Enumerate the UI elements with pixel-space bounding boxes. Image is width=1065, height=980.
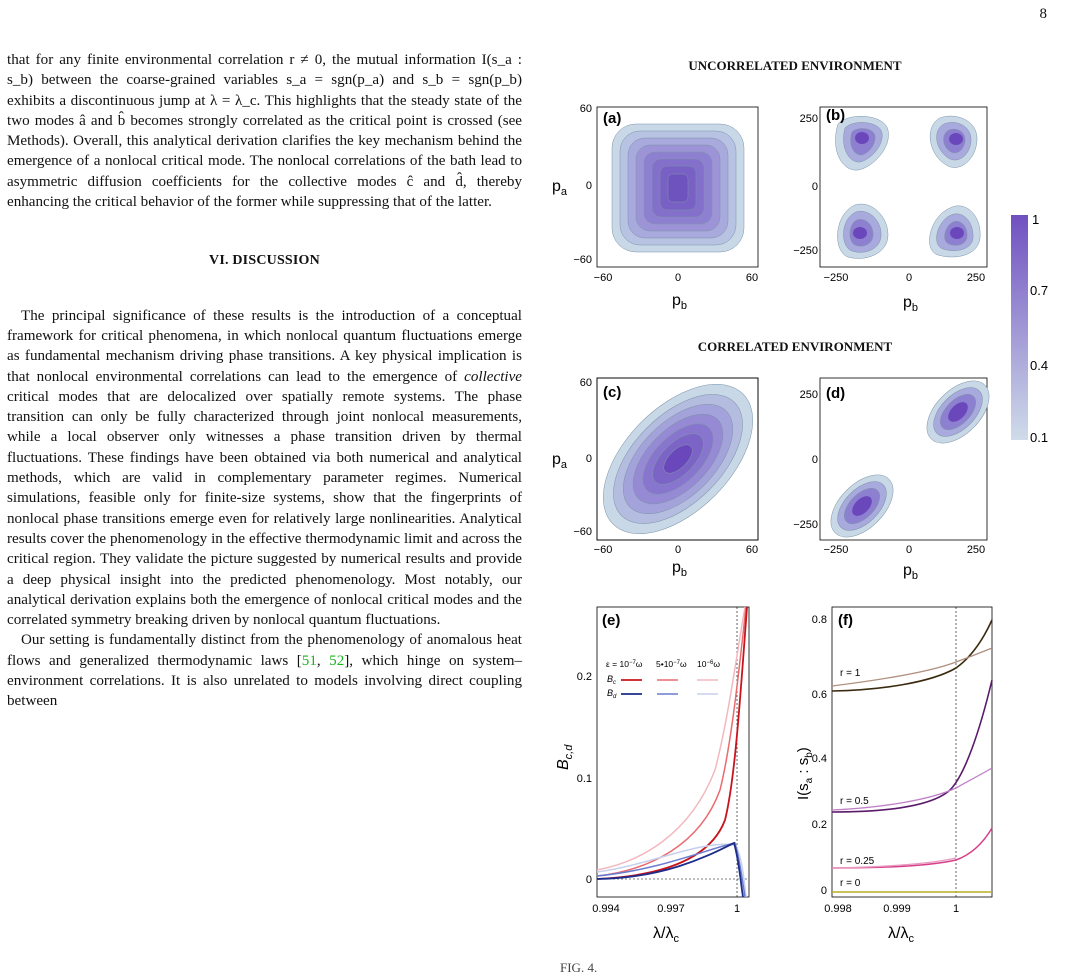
panel-e — [597, 607, 749, 897]
panel-a-xlabel: $p_b$ — [672, 292, 688, 312]
panel-c-label: (c) — [603, 384, 622, 401]
ytick: 250 — [799, 113, 818, 125]
ytick: 60 — [579, 377, 592, 389]
xtick: 60 — [745, 272, 759, 284]
ytick: 0 — [585, 453, 592, 465]
paragraph-2: The principal significance of these results is the introduction of a conceptual framework for critical phenomena, in which nonlocal quantum fluctuations emerge as fundamental mechanism driving phase transitions. A key physical implication is that nonlocal environmental correlations can lead to the emergence of collective critical modes that are delocalized over spatially remote systems. The phase transition can only be fully characterized through joint nonlocal measurements, while a local observer only witnesses a phase transition driven by thermal fluctuations. These findings have been obtained via both numerical and analytical methods, which are valid in complementary parameter regimes. Numerical simulations, feasible only for finite-size systems, show that the fingerprints of nonlocal phase transitions emerge even for relatively large nonlinearities. Analytical results cover the phenomenology in the effective thermodynamic limit and across the critical region. They validate the picture suggested by numerical results and provide a deep physical insight into the predicted phenomenology. Most notably, our analytical derivation explains both the emergence of nonlocal critical modes and the correlated symmetry breaking driven by nonlocal quantum fluctuations. — [7, 307, 522, 629]
ytick: −250 — [793, 519, 818, 531]
colorbar-tick: 0.4 — [1030, 358, 1049, 373]
ytick: 0 — [811, 454, 818, 466]
ytick: 0.8 — [811, 614, 827, 626]
ytick: 0 — [585, 874, 592, 886]
xtick: 0.999 — [883, 903, 911, 915]
xtick: 60 — [745, 544, 759, 556]
panel-f — [832, 607, 992, 897]
panel-a-ylabel: $p_a$ — [552, 178, 568, 198]
xtick: 250 — [966, 272, 986, 284]
xtick: 0.997 — [657, 903, 685, 915]
curve-label: r = 0 — [840, 878, 861, 889]
colorbar-tick: 0.7 — [1030, 283, 1049, 298]
xtick: 0 — [905, 272, 913, 284]
ytick: 0 — [811, 181, 818, 193]
colorbar-tick: 1 — [1032, 212, 1040, 227]
ytick: 0.2 — [576, 671, 592, 683]
panel-b — [820, 107, 987, 267]
page-number: 8 — [1039, 6, 1047, 22]
paragraph-1: that for any finite environmental correlation r ≠ 0, the mutual information I(s_a : s_b) between the coarse-grained variables s_a = sgn(p_a) and s_b = sgn(p_b) exhibits a discontinuous jump at λ = λ_c. This highlights that the steady state of the two modes â and b̂ becomes strongly correlated as the critical point is crossed (see Methods). Overall, this analytical derivation clarifies the key mechanism behind the emergence of a nonlocal critical mode. The nonlocal correlations of the bath lead to asymmetric diffusion coefficients for the collective modes ĉ and d̂, thereby enhancing the critical behavior of the former while suppressing that of the latter. — [7, 52, 522, 211]
ytick: 0.6 — [811, 689, 827, 701]
heading-uncorrelated: UNCORRELATED ENVIRONMENT — [688, 58, 902, 73]
citation-51[interactable]: 51 — [301, 652, 317, 669]
legend-bc: $B_c$ — [607, 674, 617, 686]
curve-label: r = 0.25 — [840, 856, 875, 867]
xtick: 1 — [733, 903, 741, 915]
panel-e-ylabel: $B_{c,d}$ — [555, 744, 575, 770]
panel-e-label: (e) — [602, 612, 621, 629]
emphasis-collective: collective — [464, 368, 522, 385]
panel-b-label: (b) — [826, 107, 846, 124]
xtick: −60 — [593, 272, 613, 284]
xtick: 0 — [674, 272, 682, 284]
xtick: −250 — [823, 272, 849, 284]
panel-a-label: (a) — [603, 110, 622, 127]
panel-d-label: (d) — [826, 385, 846, 402]
panel-c-ylabel: $p_a$ — [552, 451, 568, 471]
heading-correlated: CORRELATED ENVIRONMENT — [697, 339, 893, 354]
legend-eps-3: $10^{-6}\omega$ — [697, 659, 720, 669]
ytick: 0.2 — [811, 819, 827, 831]
xtick: 0 — [905, 544, 913, 556]
ytick: −60 — [573, 254, 592, 266]
section-heading: VI. DISCUSSION — [209, 253, 320, 269]
panel-d — [820, 370, 1001, 549]
ytick: −60 — [573, 526, 592, 538]
xtick: 250 — [966, 544, 986, 556]
xtick: −60 — [593, 544, 613, 556]
citation-52[interactable]: 52 — [329, 652, 345, 669]
panel-a — [597, 107, 758, 267]
figure-caption-fragment: FIG. 4. — [560, 960, 598, 975]
panel-b-xlabel: $p_b$ — [903, 294, 919, 314]
ytick: 0.4 — [811, 753, 827, 765]
ytick: 0 — [820, 885, 827, 897]
colorbar-tick: 0.1 — [1030, 430, 1049, 445]
xtick: 0.998 — [824, 903, 852, 915]
ytick: 0.1 — [576, 773, 592, 785]
colorbar — [1011, 212, 1048, 445]
panel-f-ylabel: $I(s_a$ : $s_b$) — [795, 747, 815, 800]
panel-e-xlabel: $\lambda/\lambda_c$ — [653, 925, 679, 945]
panel-d-xlabel: $p_b$ — [903, 562, 919, 582]
legend-bd: $B_d$ — [607, 688, 617, 700]
ytick: −250 — [793, 245, 818, 257]
xtick: 0.994 — [592, 903, 620, 915]
xtick: −250 — [823, 544, 849, 556]
paragraph-3: Our setting is fundamentally distinct from the phenomenology of anomalous heat flows and generalized thermodynamic laws [51, 52], which hinge on system–environment correlations. It is also unrelated to models involving direct coupling between — [7, 632, 523, 710]
ytick: 0 — [585, 180, 592, 192]
panel-c-xlabel: $p_b$ — [672, 559, 688, 579]
curve-label: r = 0.5 — [840, 796, 869, 807]
xtick: 0 — [674, 544, 682, 556]
ytick: 250 — [799, 389, 818, 401]
panel-f-xlabel: $\lambda/\lambda_c$ — [888, 925, 914, 945]
contour-square — [612, 124, 744, 252]
legend-eps-2: $5•10^{-7}\omega$ — [656, 659, 687, 669]
ytick: 60 — [579, 103, 592, 115]
legend-eps-1: $\varepsilon = 10^{-7}\omega$ — [606, 659, 643, 669]
panel-f-label: (f) — [838, 612, 853, 629]
xtick: 1 — [952, 903, 960, 915]
curve-label: r = 1 — [840, 668, 861, 679]
